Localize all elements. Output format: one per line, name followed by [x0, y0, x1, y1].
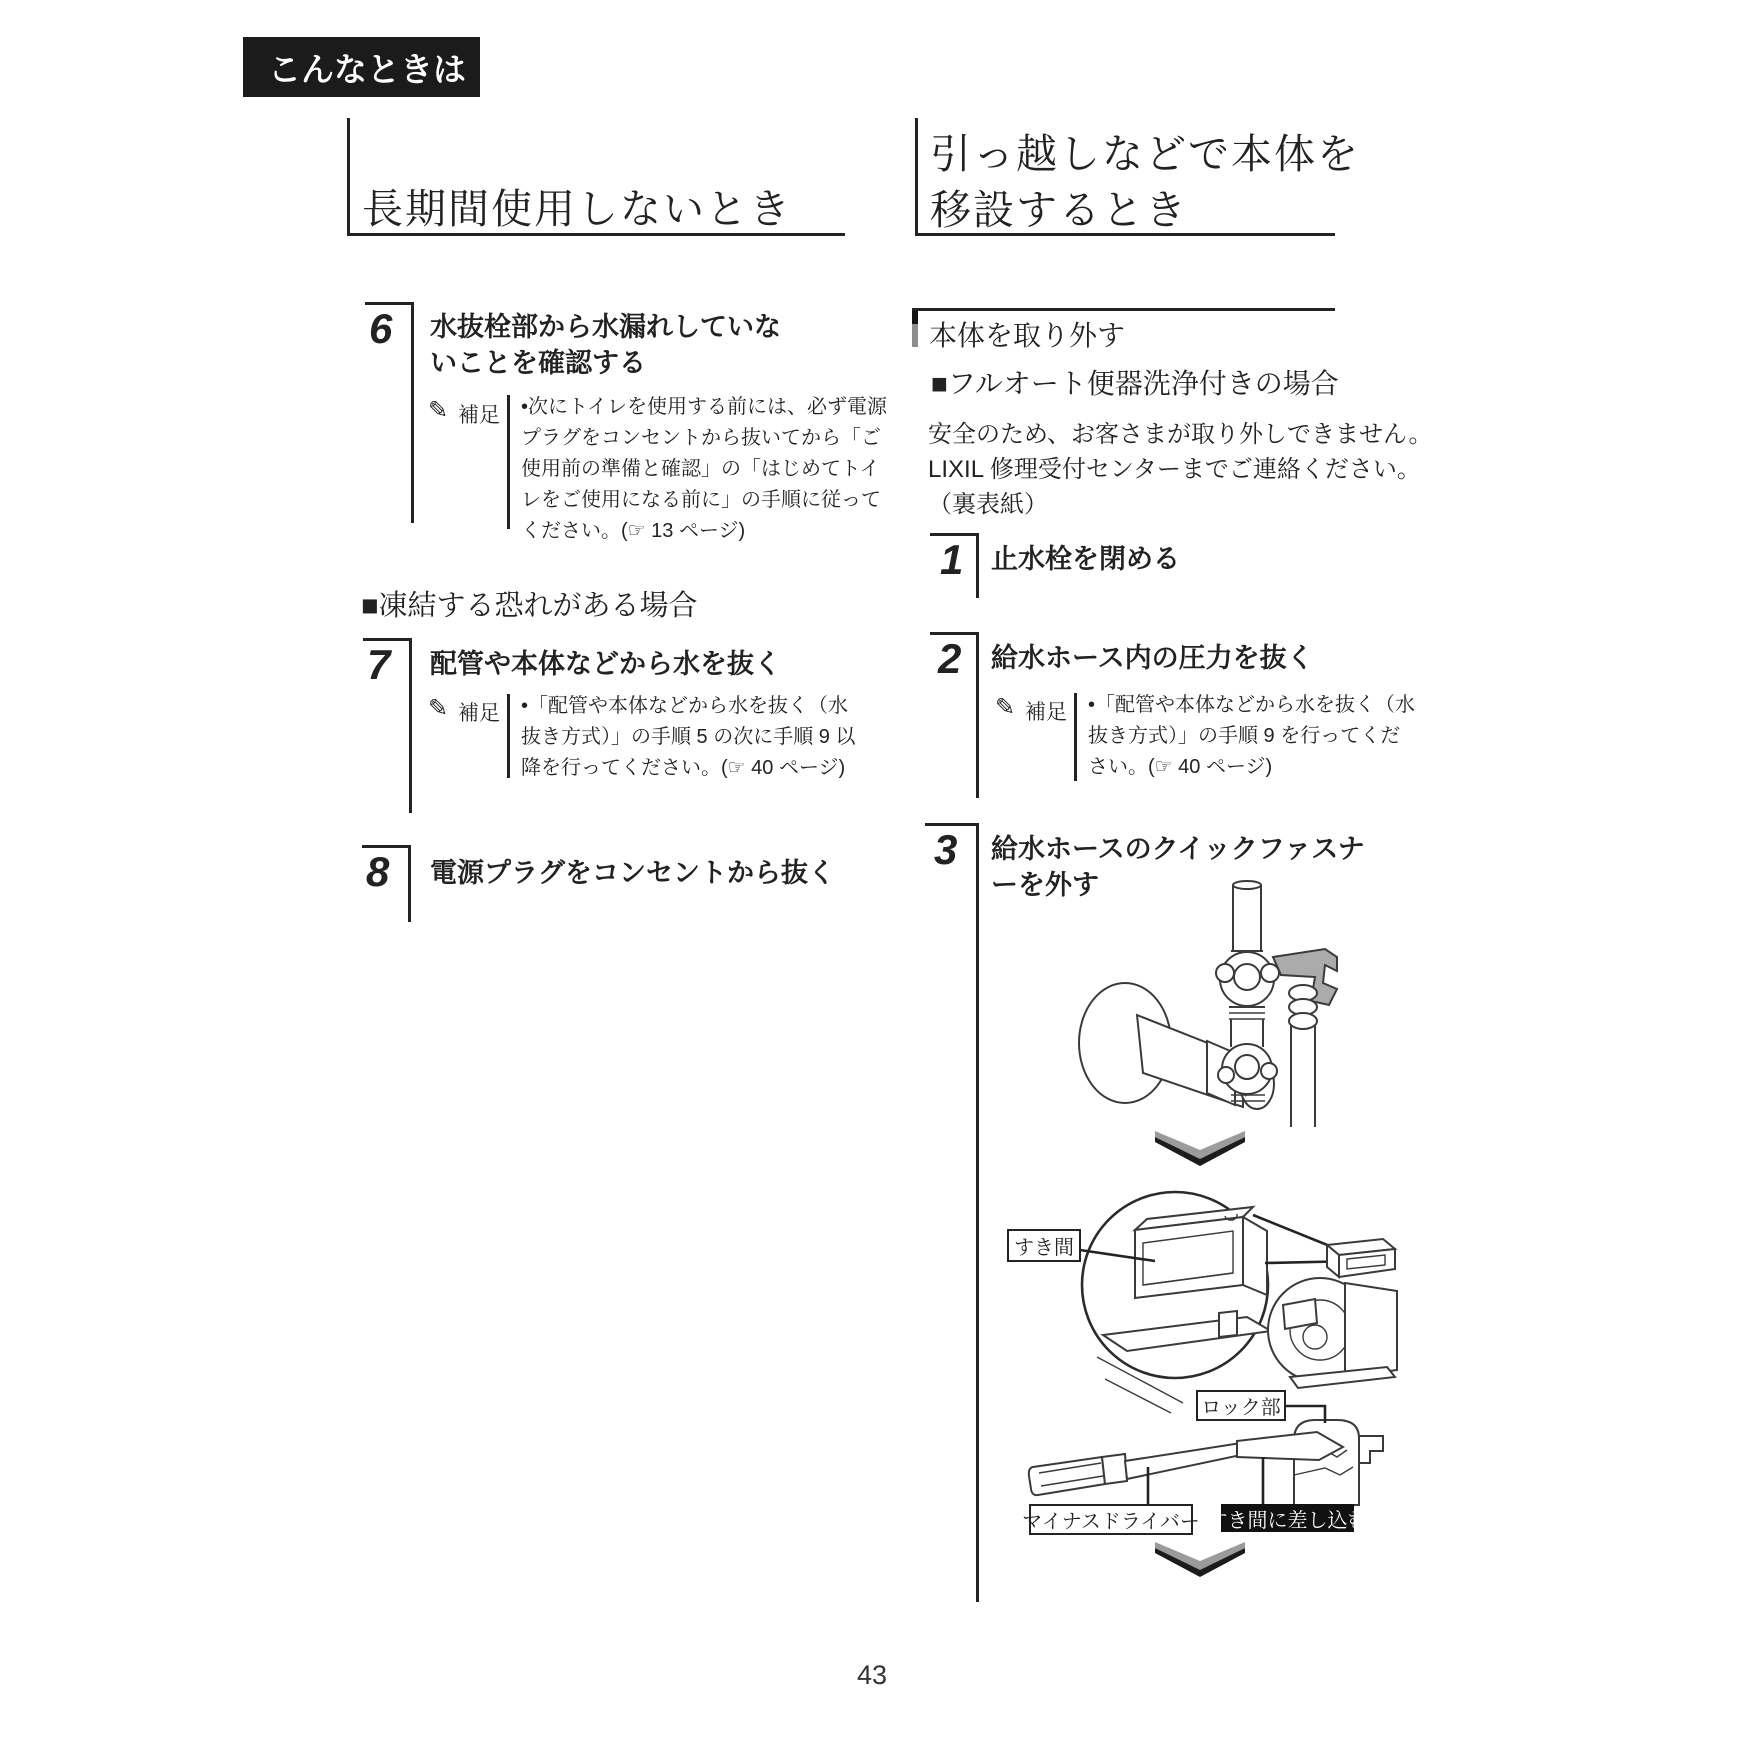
body-text-line: LIXIL 修理受付センターまでご連絡ください。	[928, 456, 1421, 483]
gap-label: すき間	[1007, 1229, 1081, 1262]
left-heading-bar	[347, 118, 350, 235]
step3-number: 3	[934, 826, 958, 873]
remove-section-title: 本体を取り外す	[929, 320, 1126, 351]
left-heading-underline	[347, 233, 845, 236]
section-banner	[243, 37, 480, 97]
step1-rule	[976, 533, 979, 598]
step7-note-text: •「配管や本体などから水を抜く（水抜き方式）」の手順 5 の次に手順 9 以降を行ってください。(☞ 40 ページ)	[521, 695, 856, 779]
left-page-title: 長期間使用しないとき	[362, 186, 792, 232]
remove-section-topline	[912, 308, 1335, 311]
fullauto-subheading: ■フルオート便器洗浄付きの場合	[931, 368, 1339, 399]
remove-section-bar	[912, 311, 918, 347]
step6-rule	[411, 302, 414, 523]
step2-note-text: •「配管や本体などから水を抜く（水抜き方式）」の手順 9 を行ってください。(☞ 40 ページ)	[1088, 694, 1416, 778]
step2-rule	[976, 632, 979, 798]
step7-note-divider	[507, 694, 510, 778]
step1-number: 1	[940, 536, 964, 583]
body-text-line: （裏表紙）	[928, 491, 1048, 518]
step7-number: 7	[367, 641, 391, 688]
step7-title: 配管や本体などから水を抜く	[430, 649, 781, 679]
right-heading-underline	[915, 233, 1335, 236]
step7-note-label: 補足	[458, 702, 500, 725]
step2-note-label: 補足	[1025, 701, 1067, 724]
right-page-title-line2: 移設するとき	[930, 187, 1188, 233]
step7-rule	[409, 638, 412, 813]
step3-rule	[976, 823, 979, 1602]
step6-note-label: 補足	[458, 404, 500, 427]
right-page-title-line1: 引っ越しなどで本体を	[930, 131, 1360, 177]
step2-note-divider	[1074, 693, 1077, 781]
step8-title: 電源プラグをコンセントから抜く	[430, 858, 835, 888]
pencil-icon: ✎	[995, 694, 1016, 721]
lock-label: ロック部	[1196, 1390, 1286, 1421]
step2-title: 給水ホース内の圧力を抜く	[991, 643, 1314, 673]
freeze-subheading: ■凍結する恐れがある場合	[361, 590, 698, 622]
pencil-icon: ✎	[428, 695, 449, 722]
step1-title: 止水栓を閉める	[991, 544, 1180, 574]
page-number: 43	[856, 1660, 888, 1690]
step2-number: 2	[938, 635, 962, 682]
step3-title: 給水ホースのクイックファスナーを外す	[991, 834, 1365, 900]
step8-rule	[408, 845, 411, 922]
pencil-icon: ✎	[428, 397, 449, 424]
right-heading-bar	[915, 118, 918, 235]
step6-title: 水抜栓部から水漏れしていないことを確認する	[430, 312, 781, 378]
step6-note-divider	[507, 395, 510, 529]
insert-into-gap-label: すき間に差し込む	[1221, 1504, 1354, 1532]
body-text-line: 安全のため、お客さまが取り外しできません。	[928, 421, 1433, 448]
step6-note-text: •次にトイレを使用する前には、必ず電源プラグをコンセントから抜いてから「ご使用前の準備と確認」の「はじめてトイレをご使用になる前に」の手順に従ってください。(☞ 13 ページ)	[521, 396, 888, 542]
section-banner-label: こんなときは	[268, 50, 466, 88]
step8-number: 8	[366, 848, 390, 895]
step6-number: 6	[369, 305, 393, 352]
screwdriver-label: マイナスドライバー	[1029, 1504, 1193, 1535]
